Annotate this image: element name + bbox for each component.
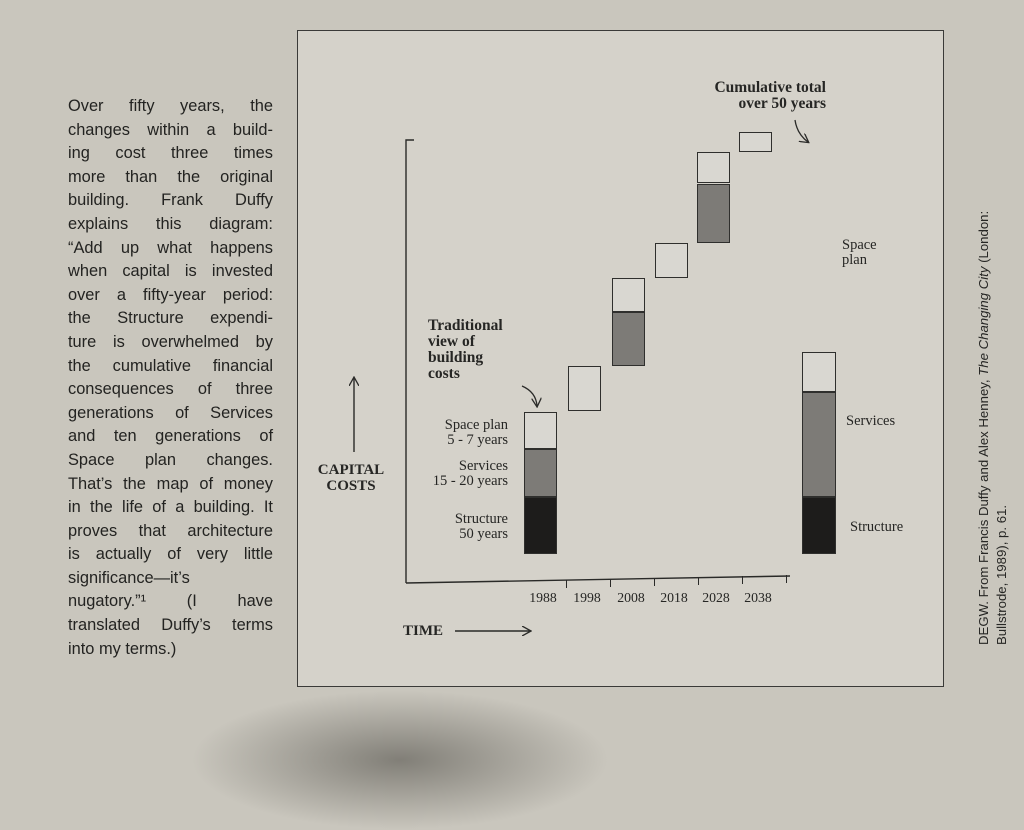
cumulative-heading-line2: over 50 years — [738, 95, 826, 112]
x-tick — [610, 579, 611, 587]
x-tick — [654, 578, 655, 586]
body-text-line: translated Duffy’s terms — [68, 616, 273, 635]
label-services-left — [398, 459, 508, 489]
body-text-line: changes within a build- — [68, 120, 273, 139]
citation-title: The Changing City — [976, 266, 991, 376]
label-space-plan-years: 5 - 7 years — [447, 432, 508, 448]
body-text-line: nugatory.”¹ (I have — [68, 592, 273, 611]
citation-line2: Bullstrode, 1989), p. 61. — [994, 504, 1009, 645]
x-tick — [566, 580, 567, 588]
x-tick-label: 2018 — [660, 590, 688, 605]
citation-prefix: DEGW. From Francis Duffy and Alex Henney, — [976, 375, 991, 645]
body-text-line: building. Frank Duffy — [68, 191, 273, 210]
body-text-line: ture is overwhelmed by — [68, 332, 273, 351]
label-services-title: Services — [458, 458, 508, 474]
label-structure-years: 50 years — [459, 526, 508, 542]
traditional-heading-line4: costs — [428, 365, 460, 382]
traditional-heading-line2: view of — [428, 333, 475, 350]
bar-1988-structure — [524, 497, 557, 554]
body-text-line: more than the original — [68, 167, 273, 186]
label-services-right: Services — [846, 413, 896, 429]
traditional-heading — [428, 318, 503, 382]
body-text-line: Over fifty years, the — [68, 97, 273, 115]
bar-2028-space-plan — [697, 152, 730, 183]
bar-2038-space-plan — [739, 132, 772, 152]
bar-2018-space-plan — [655, 243, 688, 277]
cumulative-heading-line1: Cumulative total — [714, 79, 826, 96]
label-structure-title: Structure — [454, 511, 508, 527]
bar-2008-space-plan — [612, 278, 645, 312]
bar-1988-space-plan — [524, 412, 557, 449]
traditional-heading-line1: Traditional — [428, 317, 503, 334]
x-tick — [786, 575, 787, 583]
label-space-plan-left — [398, 418, 508, 448]
x-axis-label: TIME — [403, 623, 444, 639]
y-axis-label — [305, 462, 397, 494]
body-text-line: That’s the map of money — [68, 474, 273, 493]
body-text-line: and ten generations of — [68, 427, 273, 446]
body-text-line: “Add up what happens — [68, 238, 273, 257]
x-tick-label: 2028 — [702, 590, 730, 605]
bar-2008-services — [612, 312, 645, 366]
body-text-line: the Structure expendi- — [68, 309, 273, 328]
label-space-plan-right — [842, 238, 877, 268]
bar-1998-space-plan — [568, 366, 601, 412]
x-tick-label: 2038 — [744, 590, 772, 605]
body-text-line: when capital is invested — [68, 262, 273, 281]
y-axis-label-line2: COSTS — [326, 478, 376, 494]
bar-2028-services — [697, 184, 730, 244]
citation-line1 — [975, 211, 993, 645]
body-text-line: in the life of a building. It — [68, 498, 273, 517]
cumulative-bar-structure — [802, 497, 836, 554]
bar-1988-services — [524, 449, 557, 497]
cumulative-heading — [640, 80, 826, 112]
body-text-line: generations of Services — [68, 403, 273, 422]
traditional-arrow — [522, 386, 537, 406]
body-text-line: is actually of very little — [68, 545, 273, 564]
figure-citation — [975, 211, 1011, 645]
x-tick-label: 2008 — [617, 590, 645, 605]
label-structure-right: Structure — [850, 519, 904, 535]
body-text-line: ing cost three times — [68, 144, 273, 163]
x-axis-line — [406, 576, 790, 583]
label-space-right-line1: Space — [842, 237, 877, 253]
label-space-right-line2: plan — [842, 252, 867, 268]
body-text-line: over a fifty-year period: — [68, 285, 273, 304]
body-text-line: consequences of three — [68, 380, 273, 399]
label-structure-left — [398, 512, 508, 542]
cumulative-arrow — [795, 120, 808, 142]
x-tick — [742, 576, 743, 584]
body-text-line: significance—it’s — [68, 568, 190, 587]
x-tick-label: 1988 — [529, 590, 557, 605]
body-text-line: proves that architecture — [68, 521, 273, 540]
cumulative-bar-space-plan — [802, 352, 836, 392]
traditional-heading-line3: building — [428, 349, 484, 366]
y-axis-label-line1: CAPITAL — [317, 462, 385, 478]
body-text-line: the cumulative financial — [68, 356, 273, 375]
citation-suffix: (London: — [976, 210, 991, 267]
body-text-line: explains this diagram: — [68, 214, 273, 233]
cumulative-bar-services — [802, 392, 836, 497]
label-space-plan-title: Space plan — [444, 417, 508, 433]
body-text-line: Space plan changes. — [68, 450, 273, 469]
body-text-line: into my terms.) — [68, 639, 177, 658]
label-services-years: 15 - 20 years — [432, 473, 508, 489]
x-tick — [698, 577, 699, 585]
x-tick-label: 1998 — [573, 590, 601, 605]
